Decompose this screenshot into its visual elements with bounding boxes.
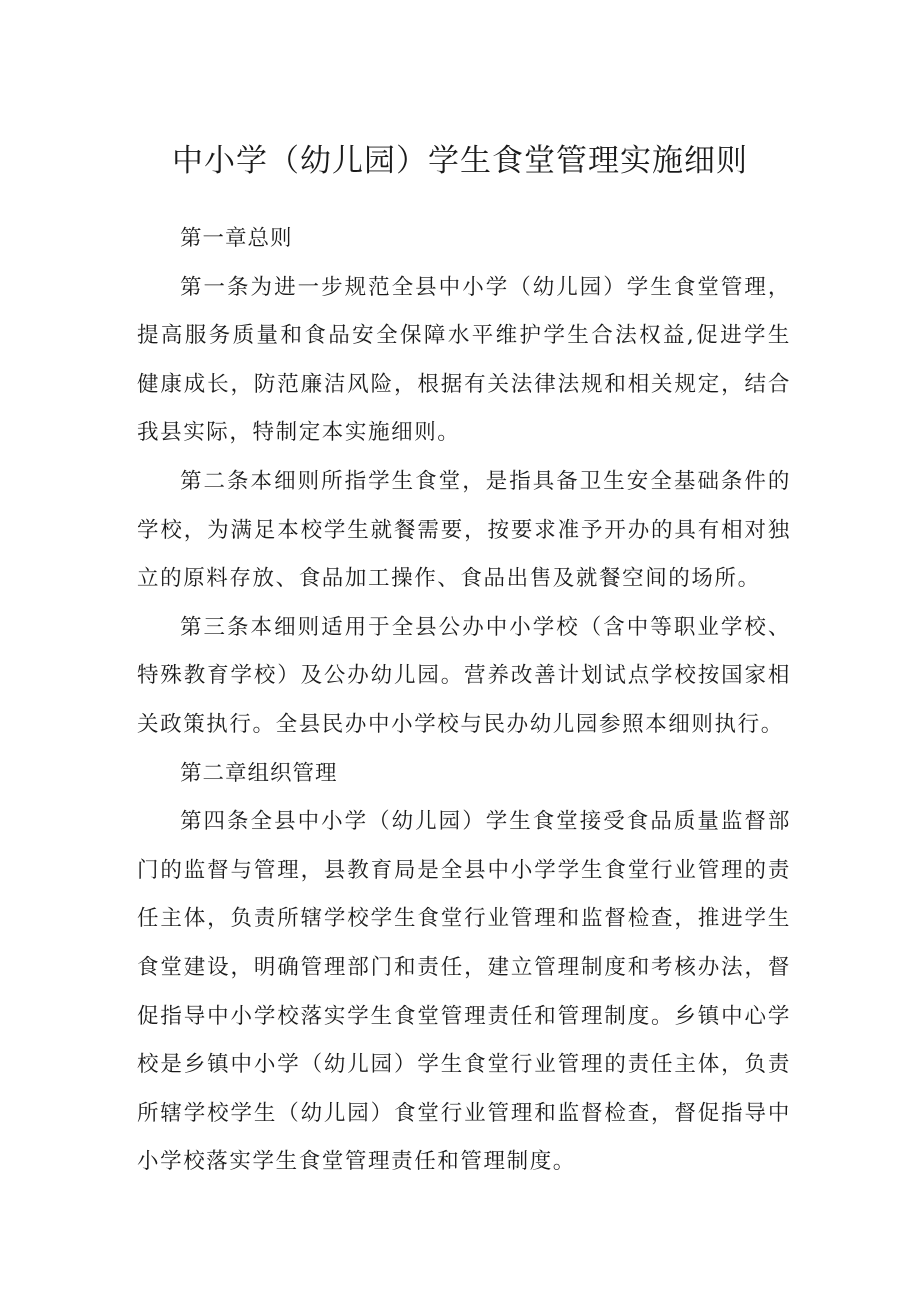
article-paragraph-4: 第四条全县中小学（幼儿园）学生食堂接受食品质量监督部门的监督与管理，县教育局是全县中小学学生食堂行业管理的责任主体，负责所辖学校学生食堂行业管理和监督检查，推进学生食堂建设，明确管理部门和责任，建立管理制度和考核办法，督促指导中小学校落实学生食堂管理责任和管理制度。乡镇中心学校是乡镇中小学（幼儿园）学生食堂行业管理的责任主体，负责所辖学校学生（幼儿园）食堂行业管理和监督检查，督促指导中小学校落实学生食堂管理责任和管理制度。 [137, 809, 791, 1175]
article-paragraph-3: 第三条本细则适用于全县公办中小学校（含中等职业学校、特殊教育学校）及公办幼儿园。营养改善计划试点学校按国家相关政策执行。全县民办中小学校与民办幼儿园参照本细则执行。 [137, 614, 791, 737]
document-title: 中小学（幼儿园）学生食堂管理实施细则 [172, 143, 748, 179]
article-paragraph-1: 第一条为进一步规范全县中小学（幼儿园）学生食堂管理，提高服务质量和食品安全保障水平维护学生合法权益,促进学生健康成长，防范廉洁风险，根据有关法律法规和相关规定，结合我县实际，特制定本实施细则。 [137, 274, 791, 446]
chapter-heading-1: 第一章总则 [180, 226, 293, 251]
document-body [137, 215, 791, 1187]
article-paragraph-2: 第二条本细则所指学生食堂，是指具备卫生安全基础条件的学校，为满足本校学生就餐需要，按要求准予开办的具有相对独立的原料存放、食品加工操作、食品出售及就餐空间的场所。 [137, 468, 791, 592]
chapter-heading-2: 第二章组织管理 [180, 760, 338, 786]
